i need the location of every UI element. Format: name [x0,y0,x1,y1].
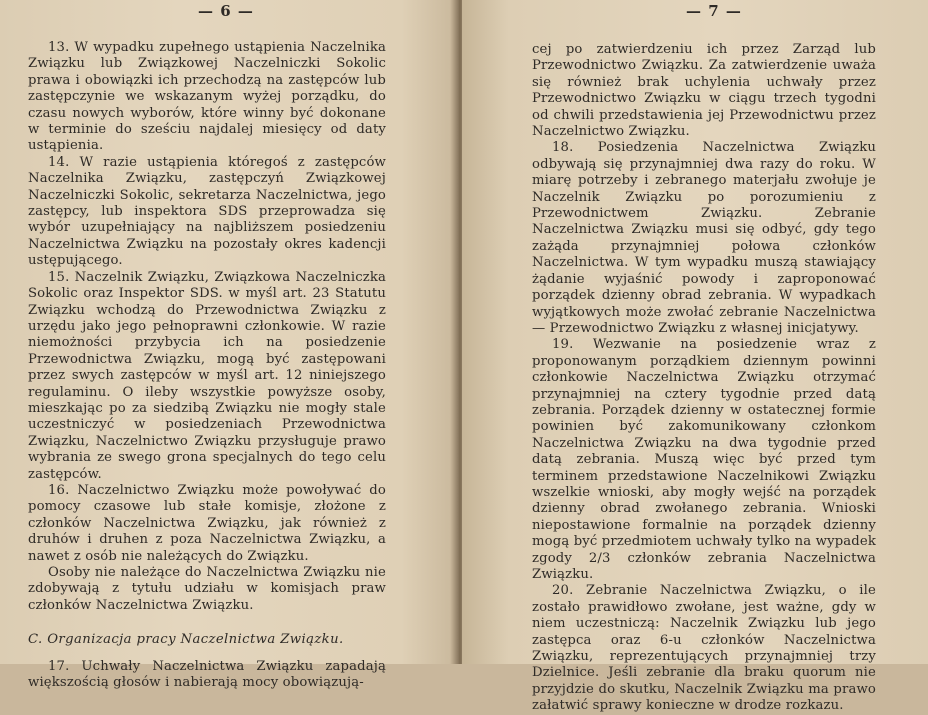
left-page-number: — 6 — [198,2,254,20]
paragraph-20: 20. Zebranie Naczelnictwa Związku, o ile zostało prawidłowo zwołane, jest ważne, gdy w niem uczestniczą: Naczelnik Związku lub jego zastępca oraz 6-u członków Naczelnictwa Związku, reprezentujących przynajmniej trzy Dzielnice. Jeśli zebranie dla braku quorum nie przyjdzie do skutku, Naczelnik Związku ma prawo załatwić sprawy konieczne w drodze rozkazu. [532,583,876,714]
left-page [0,0,456,691]
left-page-text [28,40,386,691]
right-page [462,0,928,714]
paragraph-15: 15. Naczelnik Związku, Związkowa Naczelniczka Sokolic oraz Inspektor SDS. w myśl art. 23 Statutu Związku wchodzą do Przewodnictwa Związku z urzędu jako jego pełnoprawni członkowie. W razie niemożności przybycia ich na posiedzenie Przewodnictwa Związku, mogą być zastępowani przez swych zastępców w myśl art. 12 niniejszego regulaminu. O ileby wszystkie powyższe osoby, mieszkając po za siedzibą Związku nie mogły stale uczestniczyć w posiedzeniach Przewodnictwa Związku, Naczelnictwo Związku przysługuje prawo wybrania ze swego grona specjalnych do tego celu zastępców. [28,269,386,482]
section-heading-c: C. Organizacja pracy Naczelnictwa Związku. [28,632,344,648]
right-page-number: — 7 — [686,2,742,20]
paragraph-13: 13. W wypadku zupełnego ustąpienia Naczelnika Związku lub Związkowej Naczelniczki Sokolic prawa i obowiązki ich przechodzą na zastępców lub zastępczynie we wskazanym wyżej porządku, do czasu nowych wyborów, które winny być dokonane w terminie do sześciu najdalej miesięcy od daty ustąpienia. [28,40,386,154]
right-page-text [532,42,876,715]
paragraph-18: 18. Posiedzenia Naczelnictwa Związku odbywają się przynajmniej dwa razy do roku. W miarę potrzeby i zebranego materjału zwołuje je Naczelnik Związku po porozumieniu z Przewodnictwem Związku. Zebranie Naczelnictwa Związku musi się odbyć, gdy tego zażąda przynajmniej połowa członków Naczelnictwa. W tym wypadku muszą stawiający żądanie wyjaśnić powody i zaproponować porządek dzienny obrad zebrania. W wypadkach wyjątkowych może zwołać zebranie Naczelnictwa — Przewodnictwo Związku z własnej inicjatywy. [532,140,876,336]
paragraph-16-continuation: Osoby nie należące do Naczelnictwa Związku nie zdobywają z tytułu udziału w komisjach praw członków Naczelnictwa Związku. [28,565,386,613]
paragraph-17-continuation: cej po zatwierdzeniu ich przez Zarząd lub Przewodnictwo Związku. Za zatwierdzenie uważa się również brak uchylenia uchwały przez Przewodnictwo Związku w ciągu trzech tygodni od chwili przedstawienia jej Przewodnictwu przez Naczelnictwo Związku. [532,42,876,140]
paragraph-19: 19. Wezwanie na posiedzenie wraz z proponowanym porządkiem dziennym powinni członkowie Naczelnictwa Związku otrzymać przynajmniej na cztery tygodnie przed datą zebrania. Porządek dzienny w ostatecznej formie powinien być zakomunikowany członkom Naczelnictwa Związku na dwa tygodnie przed datą zebrania. Muszą więc być przed tym terminem przedstawione Naczelnikowi Związku wszelkie wnioski, aby mogły wejść na porządek dzienny obrad zwołanego zebrania. Wnioski niepostawione formalnie na porządek dzienny mogą być przedmiotem uchwały tylko na wypadek zgody 2/3 członków zebrania Naczelnictwa Związku. [532,337,876,582]
paragraph-16: 16. Naczelnictwo Związku może powoływać do pomocy czasowe lub stałe komisje, złożone z członków Naczelnictwa Związku, jak również z druhów i druhen z poza Naczelnictwa Związku, a nawet z osób nie należących do Związku. [28,482,386,564]
paragraph-14: 14. W razie ustąpienia któregoś z zastępców Naczelnika Związku, zastępczyń Związkowej Naczelniczki Sokolic, sekretarza Naczelnictwa, jego zastępcy, lub inspektora SDS przeprowadza się wybór uzupełniający na najbliższem posiedzeniu Naczelnictwa Związku na pozostały okres kadencji ustępującego. [28,154,386,269]
paragraph-17: 17. Uchwały Naczelnictwa Związku zapadają większością głosów i nabierają mocy obowiązują- [28,658,386,691]
